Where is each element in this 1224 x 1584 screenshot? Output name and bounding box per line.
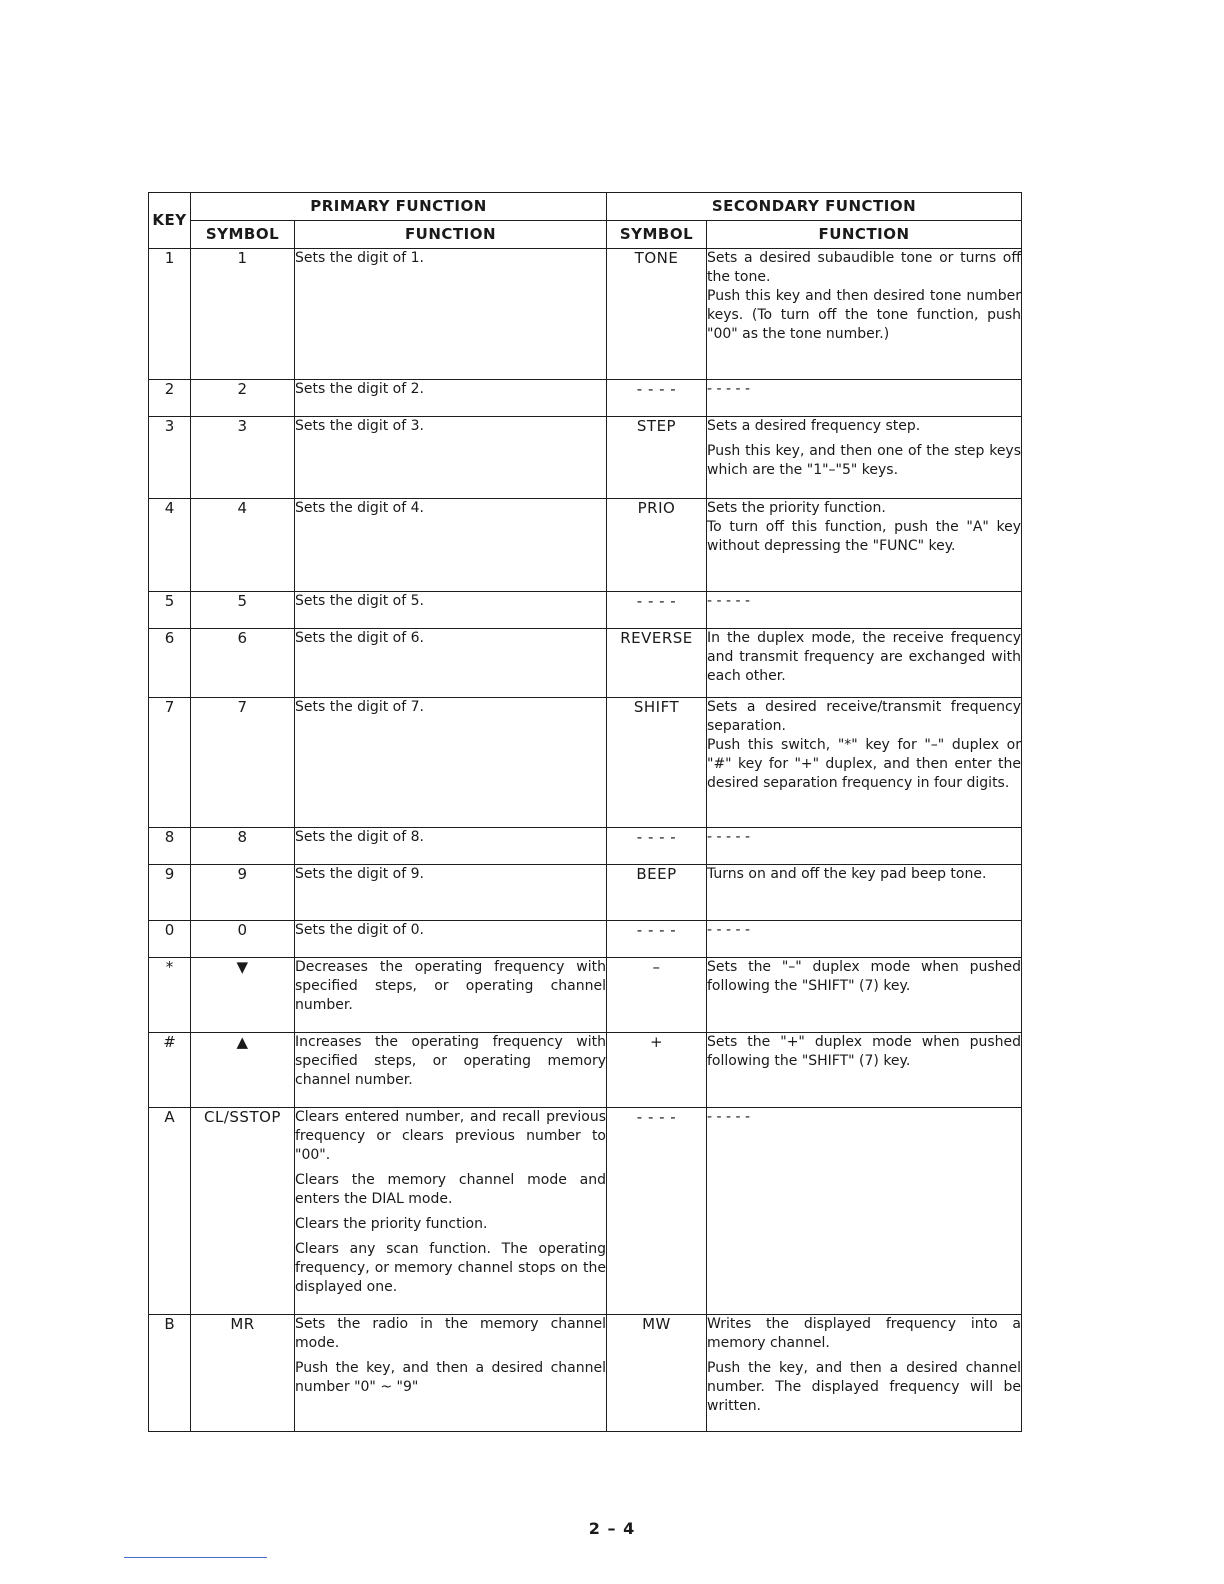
- key-cell: 9: [149, 865, 191, 921]
- secondary-function-cell-paragraph: Turns on and off the key pad beep tone.: [707, 866, 987, 882]
- table-row: [149, 499, 1022, 592]
- secondary-function-cell-paragraph: Sets the "+" duplex mode when pushed following the "SHIFT" (7) key.: [707, 1034, 1022, 1069]
- secondary-function-cell: [707, 958, 1022, 1033]
- key-function-table: [148, 192, 1022, 1432]
- primary-function-cell: [295, 828, 607, 865]
- secondary-function-cell: [707, 1315, 1022, 1432]
- primary-symbol-cell: ▼: [191, 958, 295, 1033]
- primary-symbol-cell: 3: [191, 417, 295, 499]
- primary-symbol-header: SYMBOL: [191, 221, 295, 249]
- primary-function-cell: [295, 958, 607, 1033]
- secondary-function-cell-paragraph: - - - - -: [707, 1109, 751, 1125]
- secondary-symbol-cell: TONE: [607, 249, 707, 380]
- secondary-function-cell-paragraph: - - - - -: [707, 381, 751, 397]
- key-cell: 1: [149, 249, 191, 380]
- secondary-symbol-cell: - - - -: [607, 828, 707, 865]
- secondary-function-cell-paragraph: In the duplex mode, the receive frequency and transmit frequency are exchanged with each other.: [707, 630, 1022, 684]
- primary-function-cell-paragraph: Sets the digit of 7.: [295, 699, 424, 715]
- secondary-symbol-cell: BEEP: [607, 865, 707, 921]
- primary-function-subheader: FUNCTION: [295, 221, 607, 249]
- secondary-function-cell: [707, 698, 1022, 828]
- secondary-function-cell: [707, 499, 1022, 592]
- key-cell: 5: [149, 592, 191, 629]
- primary-function-cell-paragraph: Sets the digit of 9.: [295, 866, 424, 882]
- table-row: [149, 921, 1022, 958]
- secondary-function-cell: [707, 1033, 1022, 1108]
- primary-symbol-cell: 1: [191, 249, 295, 380]
- table-row: [149, 698, 1022, 828]
- primary-function-cell-paragraph: Sets the digit of 6.: [295, 630, 424, 646]
- key-cell: 4: [149, 499, 191, 592]
- table-row: [149, 380, 1022, 417]
- secondary-function-cell: [707, 629, 1022, 698]
- primary-symbol-cell: 8: [191, 828, 295, 865]
- secondary-symbol-cell: - - - -: [607, 380, 707, 417]
- primary-symbol-cell: 9: [191, 865, 295, 921]
- secondary-function-cell-paragraph: Sets a desired frequency step.: [707, 418, 921, 434]
- secondary-function-cell: [707, 865, 1022, 921]
- secondary-symbol-cell: - - - -: [607, 592, 707, 629]
- secondary-function-cell-paragraph: Push this switch, "*" key for "–" duplex or "#" key for "+" duplex, and then enter the desired separation frequency in four digits.: [707, 737, 1022, 791]
- key-cell: 2: [149, 380, 191, 417]
- secondary-function-cell-paragraph: To turn off this function, push the "A" key without depressing the "FUNC" key.: [707, 519, 1022, 554]
- secondary-function-header: SECONDARY FUNCTION: [607, 193, 1022, 221]
- primary-symbol-cell: 6: [191, 629, 295, 698]
- secondary-symbol-cell: - - - -: [607, 1108, 707, 1315]
- key-cell: 6: [149, 629, 191, 698]
- secondary-symbol-cell: MW: [607, 1315, 707, 1432]
- key-cell: #: [149, 1033, 191, 1108]
- primary-function-cell-paragraph: Sets the radio in the memory channel mode.: [295, 1316, 606, 1351]
- table-row: [149, 629, 1022, 698]
- primary-symbol-cell: 5: [191, 592, 295, 629]
- key-cell: 8: [149, 828, 191, 865]
- table-row: [149, 592, 1022, 629]
- primary-symbol-cell: 4: [191, 499, 295, 592]
- key-cell: B: [149, 1315, 191, 1432]
- key-cell: 0: [149, 921, 191, 958]
- primary-function-cell: [295, 592, 607, 629]
- secondary-symbol-cell: REVERSE: [607, 629, 707, 698]
- primary-symbol-cell: MR: [191, 1315, 295, 1432]
- secondary-function-cell-paragraph: - - - - -: [707, 922, 751, 938]
- key-cell: 7: [149, 698, 191, 828]
- primary-symbol-cell: ▲: [191, 1033, 295, 1108]
- primary-function-cell: [295, 1033, 607, 1108]
- secondary-function-cell-paragraph: Push the key, and then a desired channel number. The displayed frequency will be written.: [707, 1360, 1022, 1414]
- table-body: [149, 249, 1022, 1432]
- primary-function-cell: [295, 921, 607, 958]
- secondary-symbol-cell: –: [607, 958, 707, 1033]
- table-row: [149, 417, 1022, 499]
- secondary-function-cell-paragraph: Push this key and then desired tone number keys. (To turn off the tone function, push "00" as the tone number.): [707, 288, 1022, 342]
- secondary-symbol-cell: PRIO: [607, 499, 707, 592]
- secondary-function-cell-paragraph: Sets the priority function.: [707, 500, 886, 516]
- secondary-symbol-cell: +: [607, 1033, 707, 1108]
- primary-symbol-cell: CL/SSTOP: [191, 1108, 295, 1315]
- table-row: [149, 1033, 1022, 1108]
- primary-function-cell: [295, 1108, 607, 1315]
- primary-function-cell: [295, 417, 607, 499]
- primary-function-cell-paragraph: Sets the digit of 0.: [295, 922, 424, 938]
- secondary-function-cell-paragraph: Sets a desired subaudible tone or turns off the tone.: [707, 250, 1022, 285]
- secondary-function-cell: [707, 828, 1022, 865]
- secondary-function-cell-paragraph: Push this key, and then one of the step keys which are the "1"–"5" keys.: [707, 443, 1022, 478]
- primary-function-cell-paragraph: Decreases the operating frequency with specified steps, or operating channel number.: [295, 959, 606, 1013]
- page-number: 2 – 4: [588, 1519, 636, 1538]
- secondary-function-cell: [707, 592, 1022, 629]
- primary-function-cell-paragraph: Clears entered number, and recall previous frequency or clears previous number to "00".: [295, 1109, 606, 1163]
- primary-symbol-cell: 2: [191, 380, 295, 417]
- primary-function-cell: [295, 1315, 607, 1432]
- primary-symbol-cell: 7: [191, 698, 295, 828]
- table-row: [149, 249, 1022, 380]
- key-cell: *: [149, 958, 191, 1033]
- primary-function-cell: [295, 380, 607, 417]
- secondary-symbol-cell: SHIFT: [607, 698, 707, 828]
- secondary-symbol-cell: STEP: [607, 417, 707, 499]
- primary-function-cell-paragraph: Sets the digit of 5.: [295, 593, 424, 609]
- table-row: [149, 958, 1022, 1033]
- primary-function-cell: [295, 499, 607, 592]
- primary-function-cell: [295, 865, 607, 921]
- primary-function-cell-paragraph: Sets the digit of 2.: [295, 381, 424, 397]
- secondary-function-cell-paragraph: Sets a desired receive/transmit frequency separation.: [707, 699, 1022, 734]
- primary-function-cell-paragraph: Sets the digit of 8.: [295, 829, 424, 845]
- key-header: KEY: [149, 193, 191, 249]
- primary-function-cell: [295, 249, 607, 380]
- primary-function-cell-paragraph: Increases the operating frequency with specified steps, or operating memory channel number.: [295, 1034, 606, 1088]
- secondary-function-cell-paragraph: Sets the "–" duplex mode when pushed following the "SHIFT" (7) key.: [707, 959, 1022, 994]
- secondary-function-cell-paragraph: - - - - -: [707, 593, 751, 609]
- secondary-function-cell: [707, 249, 1022, 380]
- secondary-function-cell: [707, 380, 1022, 417]
- primary-function-cell-paragraph: Push the key, and then a desired channel number "0" ~ "9": [295, 1360, 606, 1395]
- primary-function-cell-paragraph: Clears any scan function. The operating frequency, or memory channel stops on the displayed one.: [295, 1241, 606, 1295]
- secondary-function-cell: [707, 921, 1022, 958]
- table-row: [149, 828, 1022, 865]
- key-cell: 3: [149, 417, 191, 499]
- primary-function-cell: [295, 629, 607, 698]
- table-row: [149, 865, 1022, 921]
- primary-function-cell-paragraph: Sets the digit of 3.: [295, 418, 424, 434]
- primary-function-cell: [295, 698, 607, 828]
- primary-symbol-cell: 0: [191, 921, 295, 958]
- key-cell: A: [149, 1108, 191, 1315]
- table-row: [149, 1315, 1022, 1432]
- secondary-function-cell: [707, 1108, 1022, 1315]
- secondary-function-cell-paragraph: - - - - -: [707, 829, 751, 845]
- secondary-function-subheader: FUNCTION: [707, 221, 1022, 249]
- table-row: [149, 1108, 1022, 1315]
- primary-function-header: PRIMARY FUNCTION: [191, 193, 607, 221]
- secondary-function-cell: [707, 417, 1022, 499]
- footer-rule: [124, 1557, 267, 1558]
- secondary-function-cell-paragraph: Writes the displayed frequency into a memory channel.: [707, 1316, 1022, 1351]
- primary-function-cell-paragraph: Clears the memory channel mode and enters the DIAL mode.: [295, 1172, 606, 1207]
- secondary-symbol-cell: - - - -: [607, 921, 707, 958]
- primary-function-cell-paragraph: Sets the digit of 1.: [295, 250, 424, 266]
- primary-function-cell-paragraph: Sets the digit of 4.: [295, 500, 424, 516]
- primary-function-cell-paragraph: Clears the priority function.: [295, 1216, 488, 1232]
- secondary-symbol-header: SYMBOL: [607, 221, 707, 249]
